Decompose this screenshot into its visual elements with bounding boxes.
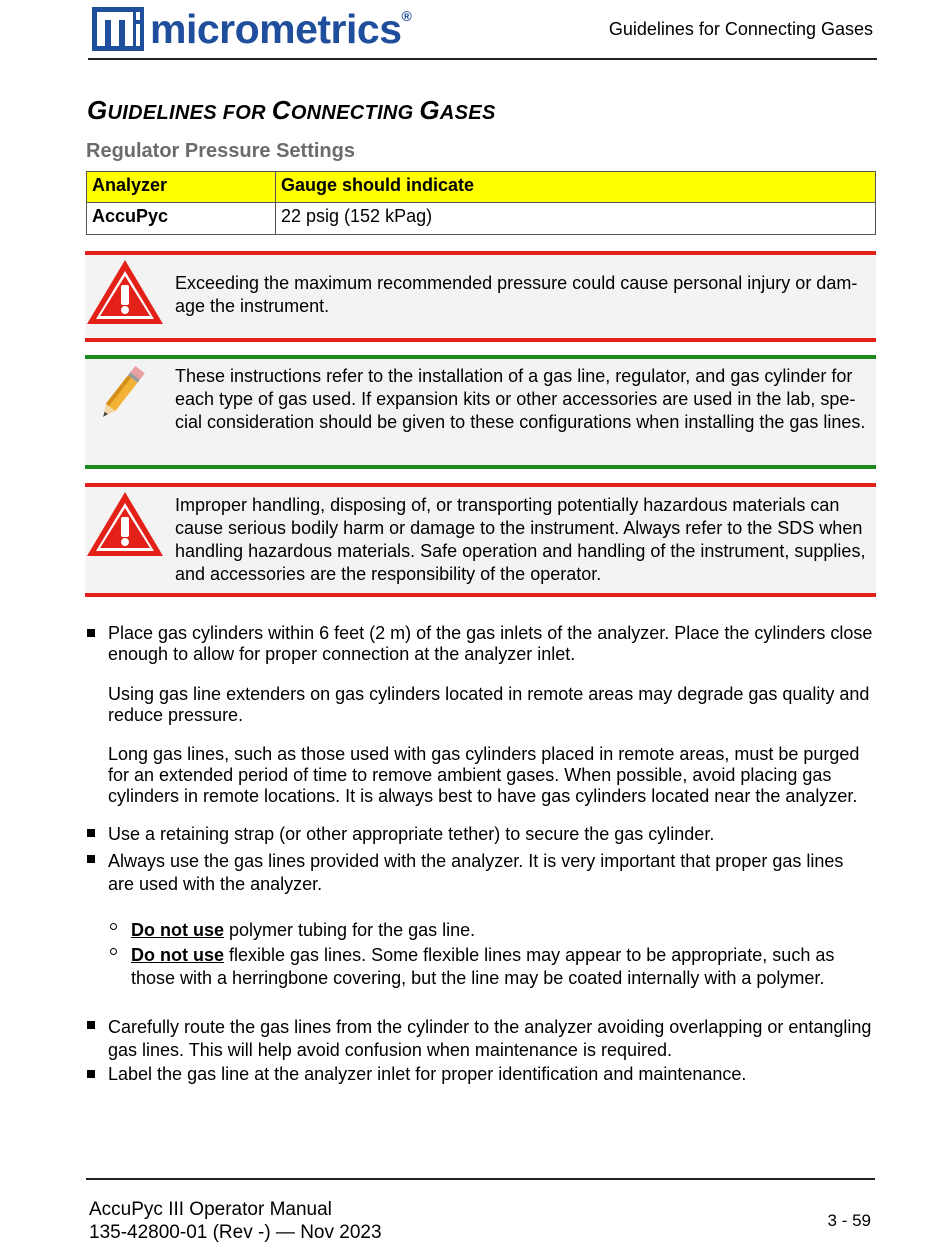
callout-top-rule xyxy=(85,483,876,487)
emphasis-text: Do not use xyxy=(131,945,224,965)
callout-bottom-rule xyxy=(85,465,876,469)
page-number: 3 - 59 xyxy=(827,1211,871,1230)
bullet-marker xyxy=(87,829,95,837)
note-text: These instructions refer to the installation of a gas line, regulator, and gas cylinder for each type of gas used. If expansion kits or other accessories are used in the lab, spe-cial consideration should be given to these configurations when installing the gas lines. xyxy=(175,366,866,432)
footer-divider xyxy=(86,1178,875,1180)
list-item-paragraph: Long gas lines, such as those used with gas cylinders placed in remote areas, must be purged for an extended period of time to remove ambient gases. When possible, avoid placing gas cylinders in remote locations. It is always best to have gas cylinders located near the analyzer. xyxy=(108,744,860,806)
list-item: Carefully route the gas lines from the cylinder to the analyzer avoiding overlapping or entangling gas lines. This will help avoid confusion when maintenance is required. xyxy=(108,1017,872,1060)
footer-document-number: 135-42800-01 (Rev -) — Nov 2023 xyxy=(89,1222,382,1243)
warning-text: Improper handling, disposing of, or transporting potentially hazardous materials can cause serious bodily harm or damage to the instrument. Always refer to the SDS when handling hazardous materials. Safe operation and handling of the instrument, supplies, and accessories are the responsibility of the operator. xyxy=(175,495,866,584)
list-item: Place gas cylinders within 6 feet (2 m) of the gas inlets of the analyzer. Place the cylinders close enough to allow for proper connection at the analyzer inlet. xyxy=(108,623,873,664)
warning-triangle-icon xyxy=(85,257,165,327)
warning-callout xyxy=(85,251,876,342)
callout-top-rule xyxy=(85,251,876,255)
warning-text: Exceeding the maximum recommended pressure could cause personal injury or dam-age the instrument. xyxy=(175,273,858,316)
emphasis-text: Do not use xyxy=(131,920,224,940)
note-callout xyxy=(85,355,876,469)
warning-triangle-icon xyxy=(85,489,165,559)
bullet-marker xyxy=(87,855,95,863)
sub-list-item: Do not use flexible gas lines. Some flexible lines may appear to be appropriate, such as those with a herringbone covering, but the line may be coated internally with a polymer. xyxy=(131,945,835,988)
header-divider xyxy=(88,58,877,60)
list-item: Use a retaining strap (or other appropriate tether) to secure the gas cylinder. xyxy=(108,824,715,844)
section-title: GUIDELINES FOR CONNECTING GASES xyxy=(87,95,496,125)
table-cell: AccuPyc xyxy=(87,203,276,235)
list-item-paragraph: Using gas line extenders on gas cylinders located in remote areas may degrade gas quality and reduce pressure. xyxy=(108,684,870,725)
pencil-note-icon xyxy=(91,361,151,427)
table-row xyxy=(87,203,876,235)
logo-wordmark: micrometrics® xyxy=(150,6,412,52)
table-header-row xyxy=(87,172,876,203)
callout-bottom-rule xyxy=(85,338,876,342)
running-header-title: Guidelines for Connecting Gases xyxy=(608,19,873,39)
callout-top-rule xyxy=(85,355,876,359)
table-header-cell: Analyzer xyxy=(87,172,276,203)
table-header-cell: Gauge should indicate xyxy=(276,172,876,203)
regulator-pressure-table xyxy=(86,171,876,235)
bullet-marker xyxy=(87,1070,95,1078)
sub-bullet-marker xyxy=(110,923,117,930)
callout-bottom-rule xyxy=(85,593,876,597)
sub-list-item: Do not use polymer tubing for the gas line. xyxy=(131,920,476,940)
footer-manual-title: AccuPyc III Operator Manual xyxy=(89,1199,332,1220)
micromeritics-logo-icon xyxy=(92,7,144,51)
bullet-marker xyxy=(87,1021,95,1029)
bullet-marker xyxy=(87,629,95,637)
table-cell: 22 psig (152 kPag) xyxy=(276,203,876,235)
subsection-title: Regulator Pressure Settings xyxy=(86,140,355,162)
warning-callout xyxy=(85,483,876,597)
sub-bullet-marker xyxy=(110,948,117,955)
company-logo xyxy=(92,6,411,52)
list-item: Always use the gas lines provided with the analyzer. It is very important that proper gas lines are used with the analyzer. xyxy=(108,851,844,894)
list-item: Label the gas line at the analyzer inlet for proper identification and maintenance. xyxy=(108,1064,747,1084)
